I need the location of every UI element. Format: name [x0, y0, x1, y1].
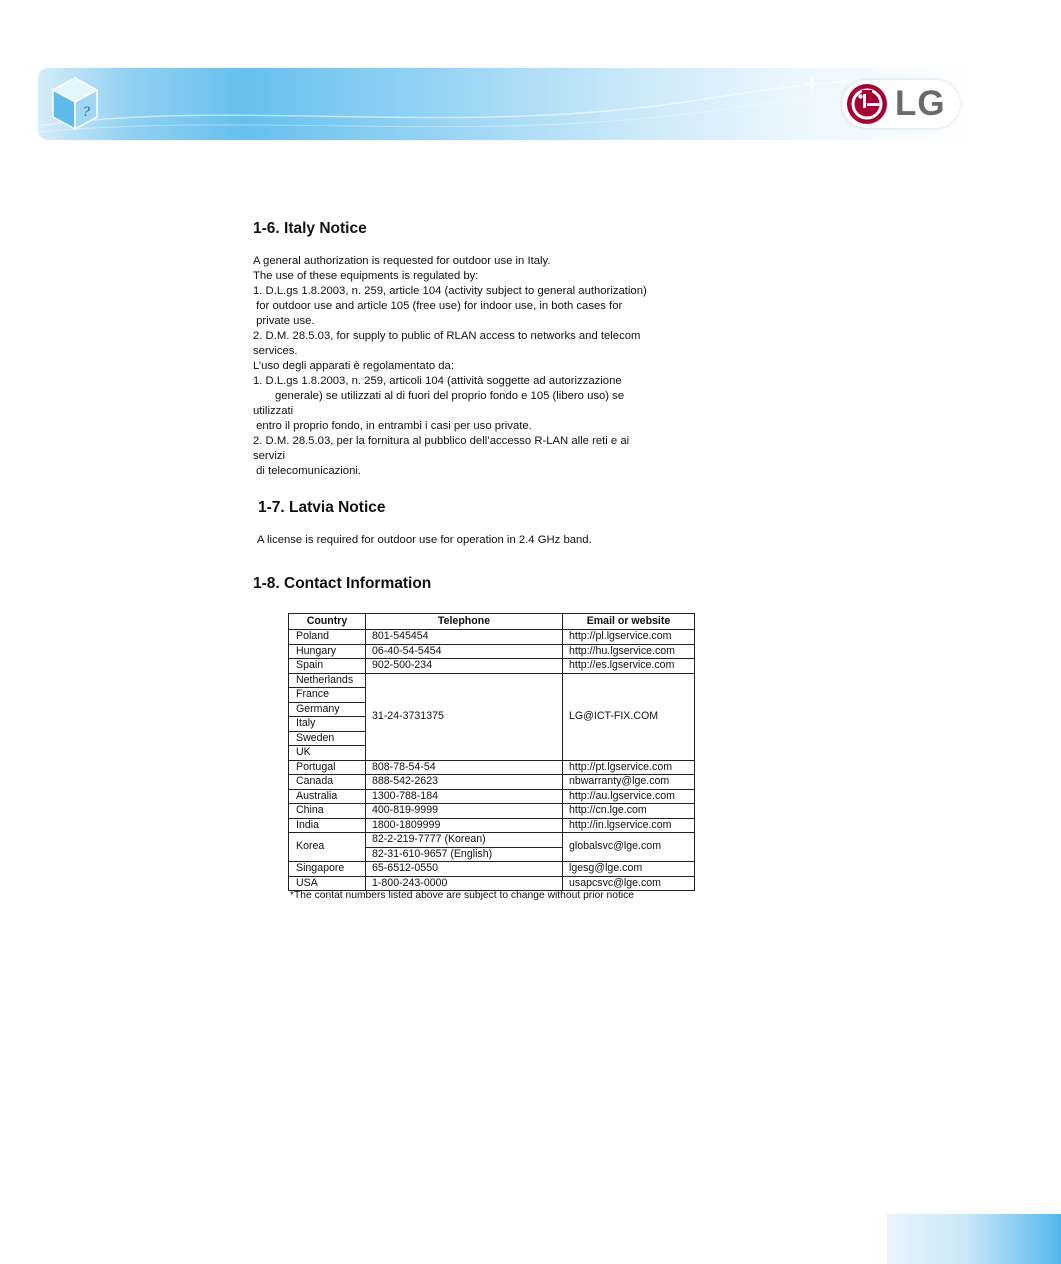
table-row: [289, 775, 695, 790]
telephone-cell: 808-78-54-54: [366, 760, 563, 775]
column-header-email: Email or website: [563, 614, 695, 630]
country-cell: Sweden: [289, 731, 366, 746]
contact-disclaimer-note: *The contat numbers listed above are subject to change without prior notice: [290, 890, 635, 901]
email-website-cell: http://hu.lgservice.com: [563, 644, 695, 659]
notice-line: di telecomunicazioni.: [253, 465, 362, 477]
notice-line: 1. D.L.gs 1.8.2003, n. 259, article 104 (activity subject to general authorization): [253, 285, 647, 297]
page-number-tab: [887, 1214, 1061, 1264]
email-website-cell: http://pt.lgservice.com: [563, 760, 695, 775]
notice-line: services.: [253, 345, 298, 357]
table-header-row: [289, 614, 695, 630]
country-cell: Canada: [289, 775, 366, 790]
telephone-cell: 1-800-243-0000: [366, 876, 563, 891]
country-cell: Poland: [289, 630, 366, 645]
sparkle-icon: [803, 74, 821, 92]
email-website-cell: lgesg@lge.com: [563, 862, 695, 877]
notice-line: generale) se utilizzati al di fuori del proprio fondo e 105 (libero uso) se: [253, 390, 625, 402]
notice-line: 1. D.L.gs 1.8.2003, n. 259, articoli 104 (attività soggette ad autorizzazione: [253, 375, 622, 387]
country-cell: UK: [289, 746, 366, 761]
notice-line: 2. D.M. 28.5.03, for supply to public of RLAN access to networks and telecom: [253, 330, 641, 342]
contact-table: [288, 613, 695, 891]
email-website-cell: http://cn.lge.com: [563, 804, 695, 819]
country-cell: Germany: [289, 702, 366, 717]
table-row: [289, 644, 695, 659]
email-website-cell: http://au.lgservice.com: [563, 789, 695, 804]
notice-line: 2. D.M. 28.5.03, per la fornitura al pubblico dell’accesso R-LAN alle reti e ai: [253, 435, 630, 447]
italy-notice-text: [253, 254, 647, 479]
email-website-cell: globalsvc@lge.com: [563, 833, 695, 862]
svg-text:?: ?: [83, 105, 90, 120]
country-cell: Australia: [289, 789, 366, 804]
telephone-cell: 31-24-3731375: [366, 673, 563, 760]
table-row: [289, 789, 695, 804]
section-title-italy: 1-6. Italy Notice: [253, 220, 367, 237]
telephone-cell: 65-6512-0550: [366, 862, 563, 877]
telephone-cell: 1800-1809999: [366, 818, 563, 833]
country-cell: Spain: [289, 659, 366, 674]
telephone-cell: 82-31-610-9657 (English): [366, 847, 563, 862]
lg-face-logo-icon: [846, 83, 888, 125]
table-row: [289, 673, 695, 688]
notice-line: servizi: [253, 450, 286, 462]
telephone-cell: 902-500-234: [366, 659, 563, 674]
latvia-notice-text: A license is required for outdoor use for operation in 2.4 GHz band.: [257, 534, 592, 546]
email-website-cell: http://in.lgservice.com: [563, 818, 695, 833]
table-row: [289, 818, 695, 833]
country-cell: Singapore: [289, 862, 366, 877]
column-header-country: Country: [289, 614, 366, 630]
telephone-cell: 82-2-219-7777 (Korean): [366, 833, 563, 848]
telephone-cell: 400-819-9999: [366, 804, 563, 819]
country-cell: USA: [289, 876, 366, 891]
country-cell: India: [289, 818, 366, 833]
table-row: [289, 862, 695, 877]
column-header-telephone: Telephone: [366, 614, 563, 630]
notice-line: L’uso degli apparati è regolamentato da:: [253, 360, 454, 372]
country-cell: Portugal: [289, 760, 366, 775]
notice-line: The use of these equipments is regulated by:: [253, 270, 479, 282]
email-website-cell: usapcsvc@lge.com: [563, 876, 695, 891]
section-title-latvia: 1-7. Latvia Notice: [258, 499, 386, 516]
telephone-cell: 801-545454: [366, 630, 563, 645]
header-banner: [38, 68, 974, 140]
table-row: [289, 630, 695, 645]
notice-line: private use.: [253, 315, 315, 327]
notice-line: A general authorization is requested for outdoor use in Italy.: [253, 255, 551, 267]
section-title-contact: 1-8. Contact Information: [253, 575, 432, 592]
telephone-cell: 1300-788-184: [366, 789, 563, 804]
country-cell: Italy: [289, 717, 366, 732]
help-cube-icon: [50, 76, 100, 132]
notice-line: utilizzati: [253, 405, 294, 417]
notice-line: for outdoor use and article 105 (free use) for indoor use, in both cases for: [253, 300, 623, 312]
table-row: [289, 833, 695, 848]
telephone-cell: 888-542-2623: [366, 775, 563, 790]
email-website-cell: http://es.lgservice.com: [563, 659, 695, 674]
telephone-cell: 06-40-54-5454: [366, 644, 563, 659]
table-row: [289, 760, 695, 775]
contact-table-body: [289, 630, 695, 891]
country-cell: Hungary: [289, 644, 366, 659]
country-cell: Netherlands: [289, 673, 366, 688]
email-website-cell: nbwarranty@lge.com: [563, 775, 695, 790]
country-cell: Korea: [289, 833, 366, 862]
lg-logo-text: LG: [895, 84, 946, 123]
country-cell: France: [289, 688, 366, 703]
table-row: [289, 659, 695, 674]
table-row: [289, 804, 695, 819]
notice-line: entro il proprio fondo, in entrambi i casi per uso private.: [253, 420, 532, 432]
banner-wave-decoration: [38, 68, 974, 140]
country-cell: China: [289, 804, 366, 819]
email-website-cell: LG@ICT-FIX.COM: [563, 673, 695, 760]
email-website-cell: http://pl.lgservice.com: [563, 630, 695, 645]
